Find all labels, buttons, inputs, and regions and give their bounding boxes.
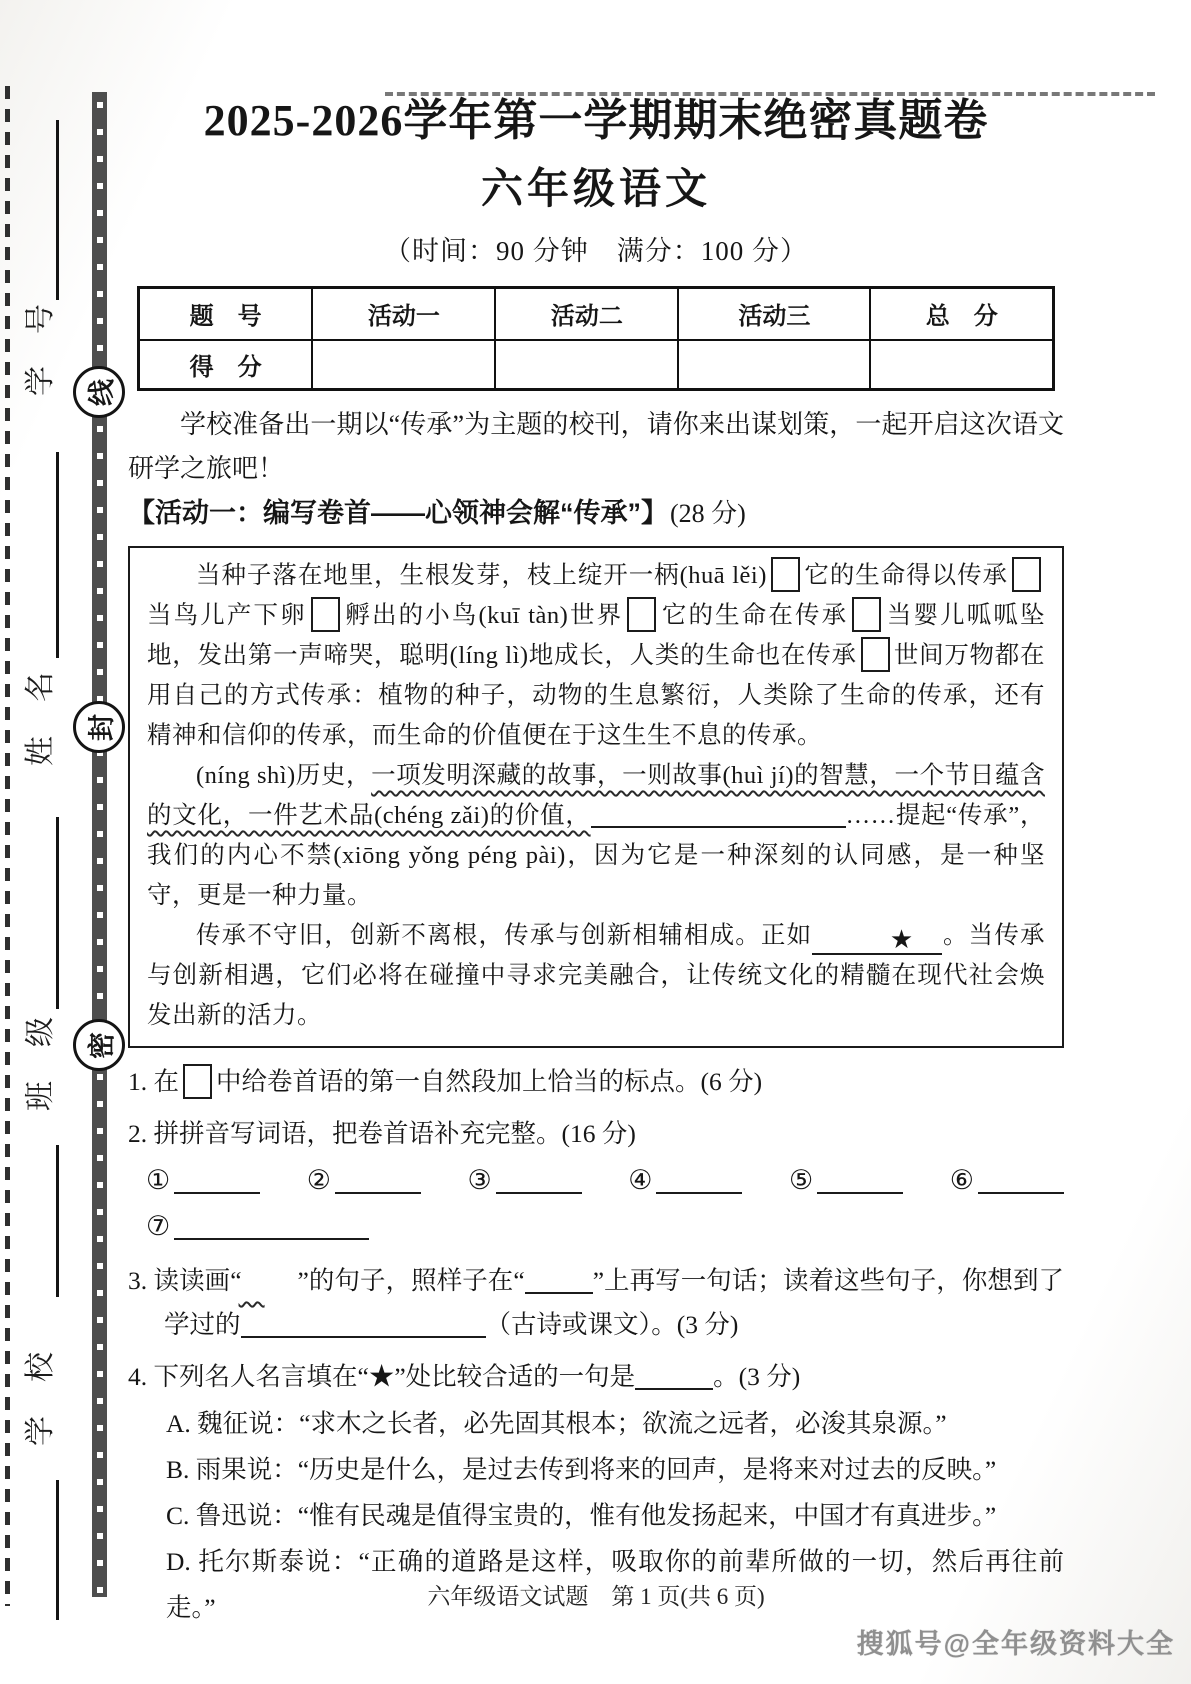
choice-option[interactable]: B. 雨果说：“历史是什么，是过去传到将来的回声，是将来对过去的反映。” — [166, 1455, 997, 1484]
punctuation-answer-box[interactable] — [771, 557, 800, 592]
item-number: ② — [306, 1165, 331, 1195]
score-header-cell: 活动三 — [678, 288, 870, 340]
star-blank[interactable]: ★ — [812, 925, 942, 955]
school-write-line — [56, 1145, 59, 1297]
answer-blank[interactable] — [241, 1308, 486, 1338]
activity-heading-text: 【活动一：编写卷首——心领神会解“传承”】 — [128, 498, 668, 528]
question-2 — [128, 1112, 1064, 1156]
label-student-id-char: 学 — [24, 366, 57, 396]
seal-line-band — [92, 92, 107, 1597]
pinyin-answer-slot — [628, 1164, 742, 1196]
watermark-text: 搜狐号@全年级资料大全 — [856, 1629, 1175, 1659]
text-run: ”上再写一句话；读着这些句子，你想到了学过的 — [164, 1266, 1064, 1339]
score-header-cell: 活动一 — [312, 288, 495, 340]
label-class-char: 班 — [24, 1081, 57, 1111]
punctuation-answer-box[interactable] — [861, 637, 890, 672]
text-run: （古诗或课文）。(3 分) — [485, 1310, 739, 1339]
score-row-label: 得 分 — [139, 340, 313, 390]
label-school-char: 校 — [24, 1352, 57, 1382]
item-number: ① — [146, 1165, 171, 1195]
pinyin-answer-slot — [468, 1164, 582, 1196]
label-class-char: 级 — [24, 1017, 57, 1047]
text-run: 它的生命得以传承 — [803, 562, 1008, 589]
pinyin-answer-row-7 — [146, 1206, 1064, 1251]
text-run: 2. 拼拼音写词语，把卷首语补充完整。(16 分) — [128, 1119, 636, 1148]
seal-stamp-feng — [73, 701, 125, 753]
item-number: ⑦ — [146, 1211, 171, 1241]
label-name-char: 姓 — [24, 736, 57, 766]
passage-paragraph — [147, 556, 1045, 756]
text-run: 传承不守旧，创新不离根，传承与创新相辅相成。正如 — [196, 922, 813, 949]
pinyin-answer-slot — [789, 1164, 903, 1196]
answer-blank[interactable] — [635, 1360, 713, 1390]
score-header-cell: 题 号 — [139, 288, 313, 340]
seal-char: 线 — [86, 378, 117, 406]
question-3 — [128, 1259, 1064, 1347]
text-run: 3. 读读画“ — [128, 1266, 242, 1295]
answer-blank[interactable] — [656, 1164, 742, 1194]
score-input-cell[interactable] — [312, 340, 495, 390]
text-run: 世间万物都在用自己的方式传承：植物的种子，动物的生息繁衍，人类除了生命的传承，还有精神和信仰的传承，而生命的价值便在于这生生不息的传承。 — [147, 642, 1046, 749]
text-run: 4. 下列名人名言填在“★”处比较合适的一句是 — [128, 1362, 636, 1391]
question-4 — [128, 1355, 1064, 1399]
text-run: 。(3 分) — [713, 1362, 801, 1391]
choice-option[interactable]: D. 托尔斯泰说：“正确的道路是这样，吸取你的前辈所做的一切，然后再往前走。” — [166, 1547, 1064, 1622]
passage-paragraph — [147, 916, 1045, 1036]
item-number: ③ — [467, 1165, 492, 1195]
pinyin-answer-slot — [307, 1164, 421, 1196]
score-table-header-row — [139, 288, 1054, 340]
score-header-cell: 活动二 — [495, 288, 678, 340]
text-run: 孵出的小鸟(kuī tàn)世界 — [343, 602, 624, 629]
seal-stamp-line — [73, 366, 125, 418]
choice-option[interactable]: A. 魏征说：“求木之长者，必先固其根本；欲流之远者，必浚其泉源。” — [166, 1409, 947, 1438]
punctuation-answer-box[interactable] — [183, 1064, 212, 1099]
exam-intro-paragraph: 学校准备出一期以“传承”为主题的校刊，请你来出谋划策，一起开启这次语文研学之旅吧！ — [128, 410, 1064, 483]
label-student-id-char: 号 — [24, 304, 57, 334]
activity-one-heading — [128, 493, 1064, 538]
text-run: 当种子落在地里，生根发芽，枝上绽开一柄(huā lěi) — [196, 562, 767, 589]
page-torn-edge — [5, 86, 10, 1606]
punctuation-answer-box[interactable] — [311, 597, 340, 632]
wavy-underlined-text: 一项发明深藏的故事，一则故事(huì jí)的智慧，一个节日蕴含的文化，一件艺术品(chéng zǎi)的价值， — [147, 762, 1045, 829]
item-number: ⑥ — [949, 1165, 974, 1195]
item-number: ⑤ — [789, 1165, 814, 1195]
punctuation-answer-box[interactable] — [627, 597, 656, 632]
text-run: 它的生命在传承 — [660, 602, 849, 629]
seal-char: 封 — [86, 713, 117, 741]
seal-char: 密 — [86, 1031, 117, 1059]
text-run: 1. 在 — [128, 1067, 180, 1096]
name-write-line — [56, 452, 59, 658]
answer-blank[interactable] — [174, 1210, 369, 1240]
class-write-line — [56, 817, 59, 1009]
text-run: 中给卷首语的第一自然段加上恰当的标点。(6 分) — [216, 1067, 763, 1096]
exam-title: 2025-2026学年第一学期期末绝密真题卷 — [203, 96, 989, 145]
wavy-example-blank[interactable] — [242, 1271, 298, 1301]
text-run: 当鸟儿产下卵 — [147, 602, 307, 629]
question-list — [128, 1060, 1064, 1631]
score-header-cell: 总 分 — [870, 288, 1053, 340]
activity-heading-score: (28 分) — [670, 499, 746, 528]
answer-blank[interactable] — [335, 1164, 421, 1194]
punctuation-answer-box[interactable] — [852, 597, 881, 632]
text-run: ……提起“传承”，我们的内心不禁(xiōng yǒng péng pài)，因为它是一种深刻的认同感，是一种坚守，更是一种力量。 — [147, 802, 1045, 909]
bottom-write-line — [56, 1480, 59, 1620]
score-table-score-row — [139, 340, 1054, 390]
text-run: (níng shì)历史， — [196, 762, 372, 789]
label-school-char: 学 — [24, 1416, 57, 1446]
score-input-cell[interactable] — [870, 340, 1053, 390]
pinyin-answer-slot — [146, 1164, 260, 1196]
score-table — [137, 286, 1055, 391]
student-id-write-line — [56, 120, 59, 300]
answer-blank[interactable] — [817, 1164, 903, 1194]
answer-blank[interactable] — [591, 798, 846, 828]
item-number: ④ — [628, 1165, 653, 1195]
answer-blank[interactable] — [978, 1164, 1064, 1194]
page-footer: 六年级语文试题 第 1 页(共 6 页) — [427, 1584, 765, 1609]
score-input-cell[interactable] — [495, 340, 678, 390]
text-run: 当婴儿呱呱坠地，发出第一声啼哭，聪明(líng lì)地成长，人类的生命也在传承 — [147, 602, 1046, 669]
answer-blank[interactable] — [174, 1164, 260, 1194]
text-run: 。当传承与创新相遇，它们必将在碰撞中寻求完美融合，让传统文化的精髓在现代社会焕发出新的活力。 — [147, 922, 1046, 1029]
time-score-info: （时间：90 分钟 满分：100 分） — [384, 236, 808, 266]
seal-stamp-mi — [73, 1019, 125, 1071]
pinyin-answer-row — [146, 1164, 1064, 1196]
choice-option[interactable]: C. 鲁迅说：“惟有民魂是值得宝贵的，惟有他发扬起来，中国才有真进步。” — [166, 1501, 997, 1530]
exam-subtitle: 六年级语文 — [480, 167, 711, 213]
passage-paragraph — [147, 756, 1045, 916]
exam-content — [128, 92, 1064, 1631]
reading-passage-box — [128, 546, 1064, 1048]
punctuation-answer-box[interactable] — [1012, 557, 1041, 592]
pinyin-answer-slot — [950, 1164, 1064, 1196]
score-input-cell[interactable] — [678, 340, 870, 390]
answer-blank[interactable] — [496, 1164, 582, 1194]
label-name-char: 名 — [24, 672, 57, 702]
answer-blank[interactable] — [525, 1264, 593, 1294]
text-run: ”的句子，照样子在“ — [297, 1266, 525, 1295]
question-1 — [128, 1060, 1064, 1104]
